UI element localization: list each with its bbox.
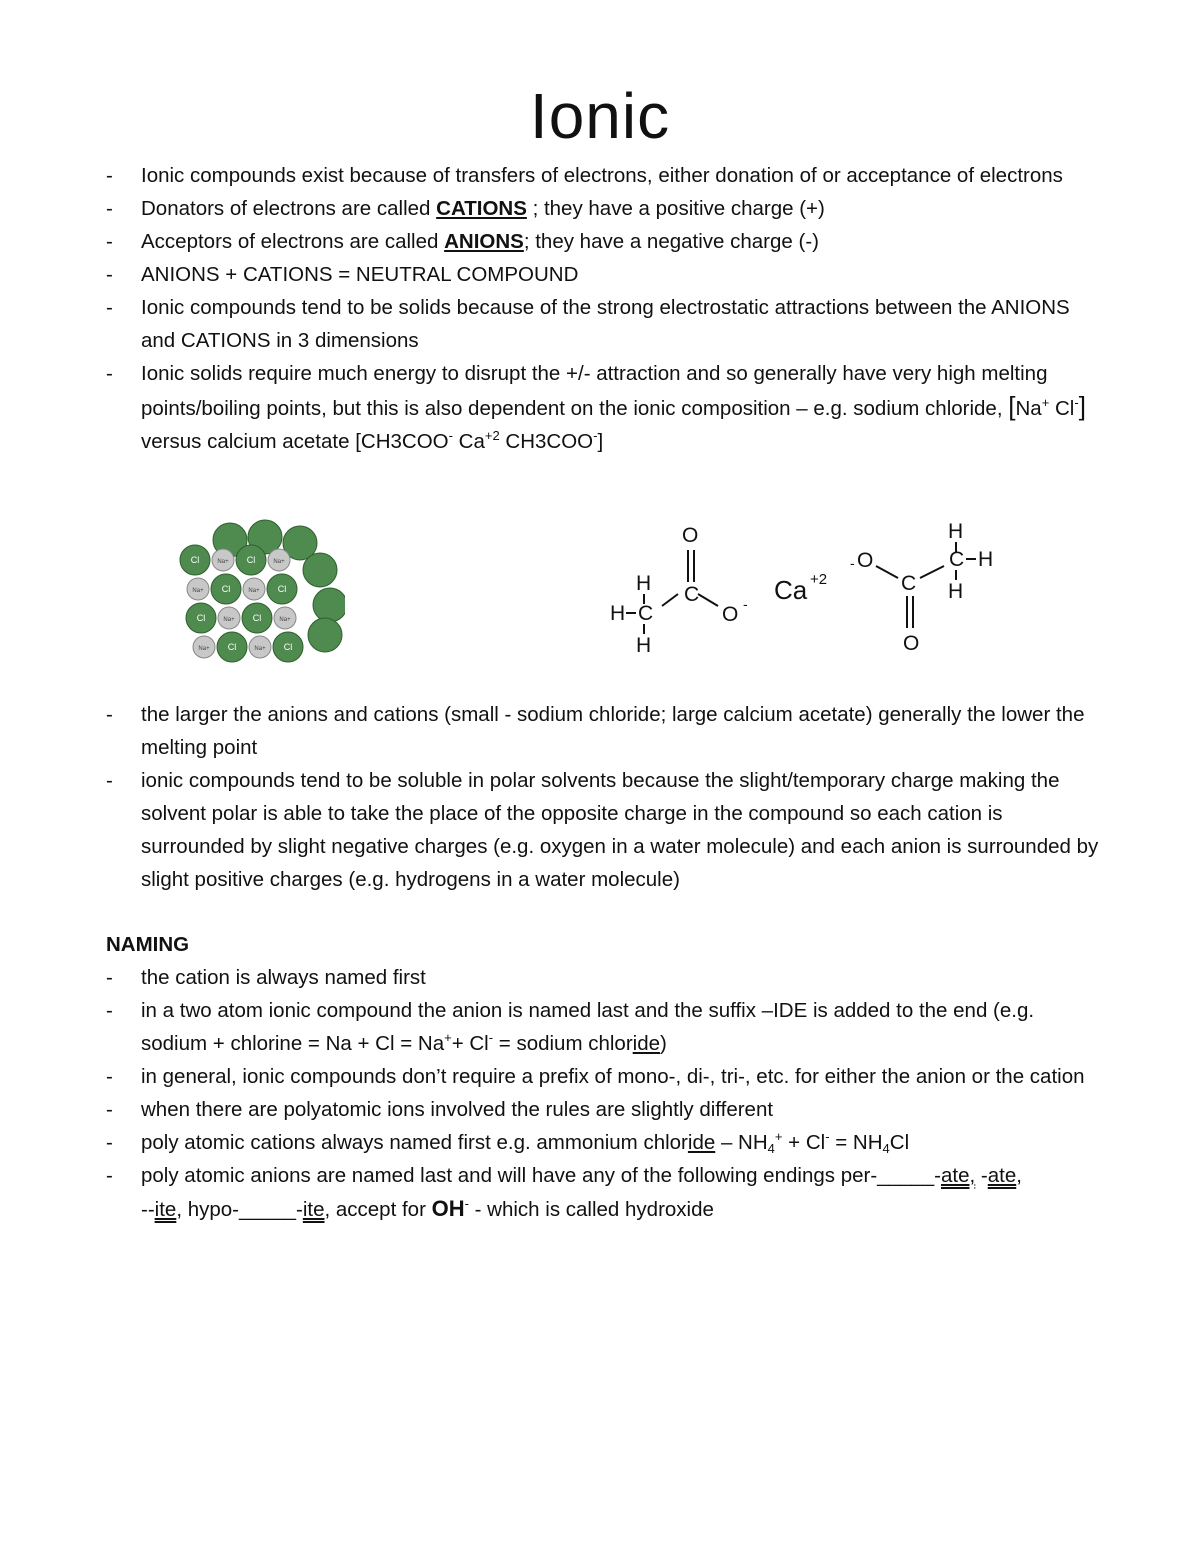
atom-h-top-right: H bbox=[948, 520, 964, 543]
atom-h-top: H bbox=[636, 572, 652, 595]
chloride-label: Cl bbox=[227, 642, 237, 652]
list-item: - Ionic compounds exist because of transfers of electrons, either donation of or acceptance of electrons bbox=[0, 159, 1200, 192]
sodium-label: Na+ bbox=[217, 559, 229, 565]
term-anions: ANIONS bbox=[444, 230, 524, 253]
calcium-acetate-structure bbox=[600, 512, 1020, 662]
atom-ca: Ca bbox=[774, 575, 808, 605]
bullet-dash: - bbox=[106, 197, 113, 220]
bullet-dash: - bbox=[106, 1065, 113, 1088]
bullet-dash: - bbox=[106, 1131, 113, 1154]
atom-c-carbonyl-left: C bbox=[684, 583, 700, 606]
atom-o-negative-right: O bbox=[857, 549, 874, 572]
list-item: - the cation is always named first bbox=[0, 961, 1200, 994]
sodium-label: Na+ bbox=[273, 559, 285, 565]
list-item: - ANIONS + CATIONS = NEUTRAL COMPOUND bbox=[0, 258, 1200, 291]
atom-o-top-left: O bbox=[682, 524, 699, 547]
bullet-dash: - bbox=[106, 230, 113, 253]
bullet-dash: - bbox=[106, 164, 113, 187]
list-item: - ionic compounds tend to be soluble in polar solvents because the slight/temporary charge making the solvent polar is able to take the place of the opposite charge in the compound so each cation is surrounded by slight negative charges (e.g. oxygen in a water molecule) and each anion is surrounded by slight positive charges (e.g. hydrogens in a water molecule) bbox=[0, 764, 1200, 896]
bullet-list-naming bbox=[0, 961, 1200, 1226]
bullet-dash: - bbox=[106, 1098, 113, 1121]
bullet-dash: - bbox=[106, 362, 113, 385]
atom-h-bottom-right: H bbox=[948, 580, 964, 603]
list-item: - poly atomic cations always named first e.g. ammonium chloride – $NH_4^+ + Cl^- = NH_4Cl$ bbox=[0, 1126, 1200, 1159]
sodium-label: Na+ bbox=[254, 646, 266, 652]
bullet-list-properties-2 bbox=[0, 698, 1200, 896]
bullet-dash: - bbox=[106, 296, 113, 319]
bullet-dash: - bbox=[106, 999, 113, 1022]
bullet-dash: - bbox=[106, 966, 113, 989]
list-item: - in general, ionic compounds don’t require a prefix of mono-, di-, tri-, etc. for either the anion or the cation bbox=[0, 1060, 1200, 1093]
chloride-label: Cl bbox=[221, 584, 231, 594]
sodium-label: Na+ bbox=[223, 617, 235, 623]
term-cations: CATIONS bbox=[436, 197, 527, 220]
chloride-label: Cl bbox=[283, 642, 293, 652]
bullet-list-properties bbox=[0, 159, 1200, 458]
list-item: - in a two atom ionic compound the anion is named last and the suffix –IDE is added to the end (e.g. sodium + chlorine = Na + Cl = Na++ Cl- = sodium chloride) bbox=[0, 994, 1200, 1060]
bullet-dash: - bbox=[106, 263, 113, 286]
atom-h-bottom: H bbox=[636, 634, 652, 657]
chloride-ion-back bbox=[313, 588, 345, 622]
chloride-label: Cl bbox=[277, 584, 287, 594]
charge-minus-left: - bbox=[743, 596, 748, 612]
page-title: Ionic bbox=[529, 80, 671, 152]
atom-o-bottom-right: O bbox=[903, 632, 920, 655]
sodium-label: Na+ bbox=[248, 588, 260, 594]
list-item: - Donators of electrons are called CATIONS ; they have a positive charge (+) bbox=[0, 192, 1200, 225]
bullet-dash: - bbox=[106, 703, 113, 726]
list-item: - Ionic solids require much energy to disrupt the +/- attraction and so generally have very high melting points/boiling points, but this is also dependent on the ionic composition – e.g. sodium chloride, [Na+ Cl-] versus calcium acetate [CH3COO- $Ca^{+2}$ CH3COO-] bbox=[0, 357, 1200, 458]
section-heading-naming: NAMING bbox=[106, 933, 190, 956]
chloride-ion-back bbox=[308, 618, 342, 652]
sodium-chloride-lattice-image bbox=[170, 515, 345, 670]
charge-ca: +2 bbox=[810, 571, 828, 588]
atom-h-right: H bbox=[978, 548, 994, 571]
list-item: - Acceptors of electrons are called ANIONS; they have a negative charge (-) bbox=[0, 225, 1200, 258]
atom-h-left: H bbox=[610, 602, 626, 625]
list-item: - poly atomic anions are named last and will have any of the following endings per-_____-ate, -ate, --ite, hypo-_____-ite, accept for OH- - which is called hydroxide bbox=[0, 1159, 1200, 1226]
chloride-label: Cl bbox=[246, 555, 256, 565]
chloride-label: Cl bbox=[190, 555, 200, 565]
chloride-label: Cl bbox=[196, 613, 206, 623]
list-item: - when there are polyatomic ions involved the rules are slightly different bbox=[0, 1093, 1200, 1126]
atom-c-methyl-left: C bbox=[638, 602, 654, 625]
sodium-label: Na+ bbox=[198, 646, 210, 652]
chloride-label: Cl bbox=[252, 613, 262, 623]
atom-c-carbonyl-right: C bbox=[901, 572, 917, 595]
chloride-ion-back bbox=[303, 553, 337, 587]
sodium-label: Na+ bbox=[192, 588, 204, 594]
bullet-dash: - bbox=[106, 1164, 113, 1187]
charge-minus-right: - bbox=[850, 555, 855, 571]
atom-o-negative-left: O bbox=[722, 603, 739, 626]
list-item: - Ionic compounds tend to be solids because of the strong electrostatic attractions between the ANIONS and CATIONS in 3 dimensions bbox=[0, 291, 1200, 357]
atom-c-methyl-right: C bbox=[949, 548, 965, 571]
bullet-dash: - bbox=[106, 769, 113, 792]
sodium-label: Na+ bbox=[279, 617, 291, 623]
list-item: - the larger the anions and cations (small - sodium chloride; large calcium acetate) generally the lower the melting point bbox=[0, 698, 1200, 764]
